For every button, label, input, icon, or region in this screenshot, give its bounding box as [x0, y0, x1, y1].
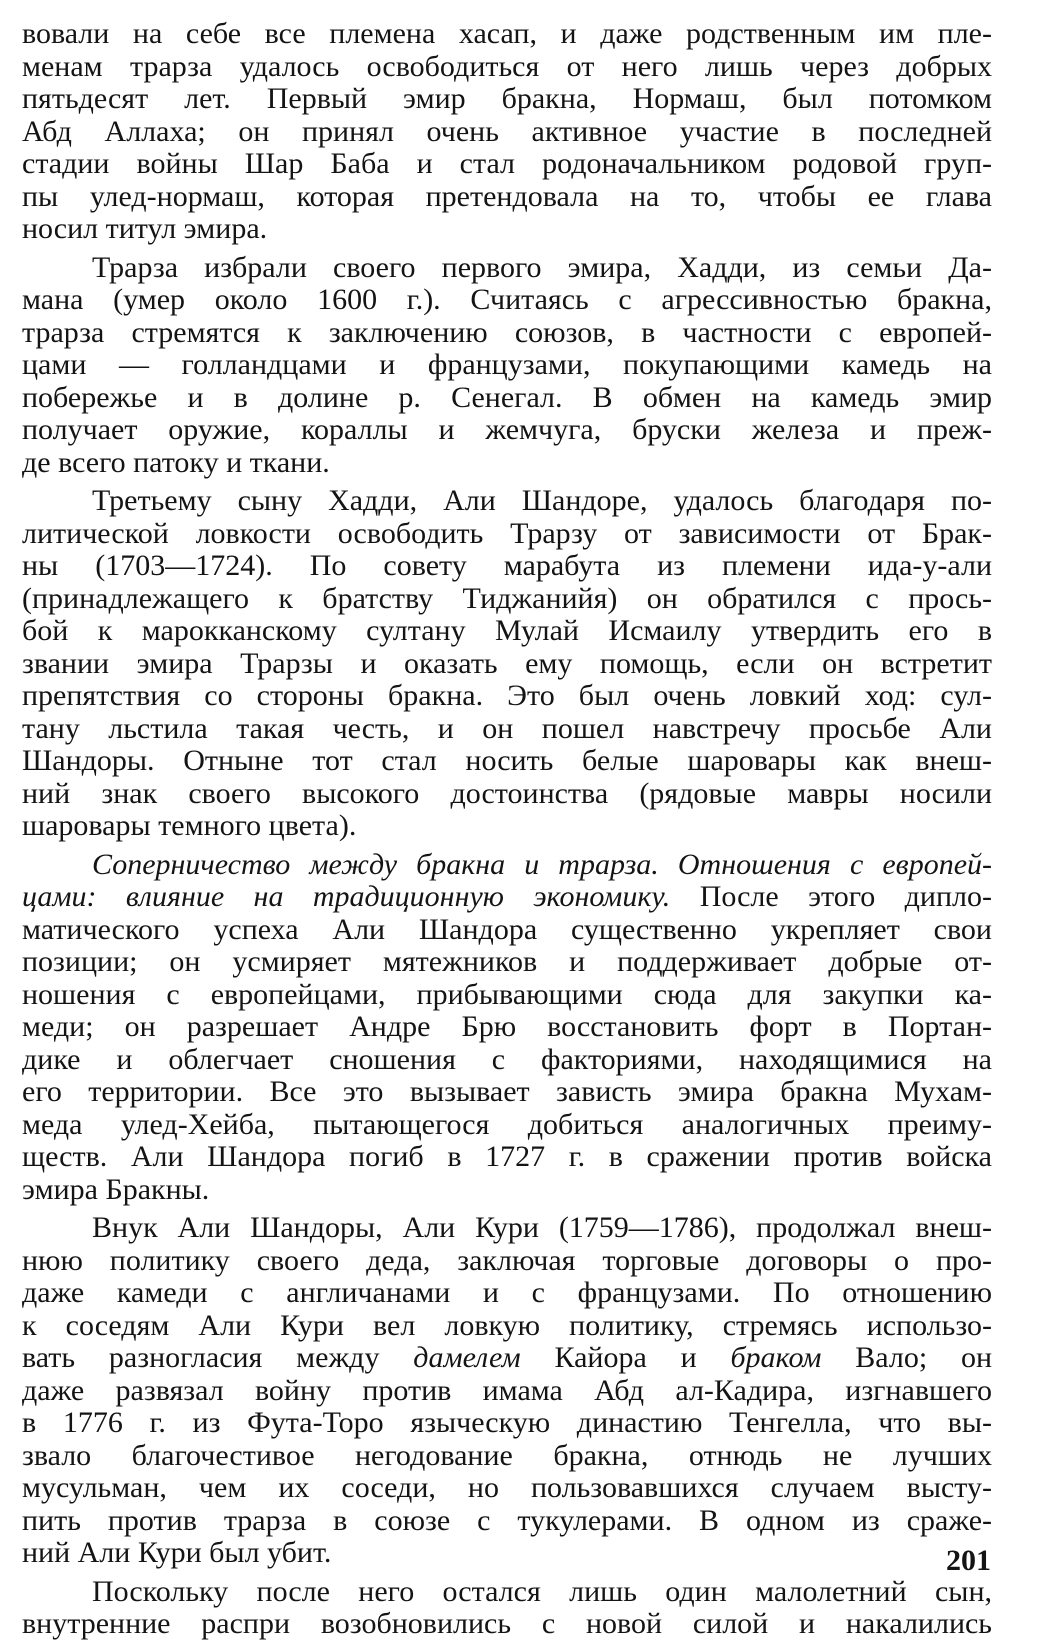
text-line: тану льстила такая честь, и он пошел навстречу просьбе Али	[22, 711, 992, 745]
paragraph-4	[22, 849, 992, 1207]
text-line: нюю политику своего деда, заключая торговые договоры о про-	[22, 1243, 992, 1277]
text-line: меди; он разрешает Андре Брю восстановить форт в Портан-	[22, 1010, 992, 1043]
text-line	[22, 1342, 992, 1375]
text-line: его территории. Все это вызывает зависть эмира бракна Мухам-	[22, 1075, 992, 1108]
paragraph-1	[22, 18, 992, 246]
text-line: менам трарза удалось освободиться от него лишь через добрых	[22, 49, 992, 83]
text-line: шаровары темного цвета).	[22, 809, 357, 842]
text-line: бой к марокканскому султану Мулай Исмаилу утвердить его в	[22, 614, 992, 647]
text-line: препятствия со стороны бракна. Это был очень ловкий ход: сул-	[22, 679, 992, 712]
text-line: внутренние распри возобновились с новой силой и накалились	[22, 1607, 992, 1640]
text-line: вовали на себе все племена хасап, и даже родственным им пле-	[22, 17, 992, 50]
document-page	[22, 17, 993, 1640]
text-line: Поскольку после него остался лишь один малолетний сын,	[92, 1574, 992, 1608]
text-line: даже камеди с англичанами и с французами. По отношению	[22, 1276, 992, 1309]
text-line: ношения с европейцами, прибывающими сюда для закупки ка-	[22, 977, 992, 1011]
text-segment: После этого дипло-	[699, 880, 993, 913]
text-line: (принадлежащего к братству Тиджанийя) он обратился с прось-	[22, 581, 992, 615]
text-line: Шандоры. Отныне тот стал носить белые шаровары как внеш-	[22, 744, 992, 777]
text-segment: Вало; он	[821, 1341, 993, 1374]
text-line: ний знак своего высокого достоинства (рядовые мавры носили	[22, 776, 992, 810]
text-line: литической ловкости освободить Трарзу от зависимости от Брак-	[22, 516, 992, 550]
text-line: ний Али Кури был убит.	[22, 1536, 332, 1569]
italic-term: дамелем	[413, 1341, 521, 1374]
text-line: получает оружие, кораллы и жемчуга, бруски железа и преж-	[22, 413, 992, 446]
text-line: даже развязал войну против имама Абд ал-Кадира, изгнавшего	[22, 1373, 992, 1407]
text-line: побережье и в долине р. Сенегал. В обмен на камедь эмир	[22, 380, 992, 414]
text-line: в 1776 г. из Фута-Торо языческую династию Тенгелла, что вы-	[22, 1406, 992, 1439]
text-line: де всего патоку и ткани.	[22, 445, 330, 479]
text-line: Трарза избрали своего первого эмира, Хадди, из семьи Да-	[92, 250, 992, 284]
text-line: меда улед-Хейба, пытающегося добиться аналогичных преиму-	[22, 1107, 992, 1141]
text-line: ществ. Али Шандора погиб в 1727 г. в сражении против войска	[22, 1140, 992, 1173]
paragraph-2	[22, 252, 992, 480]
text-line: мана (умер около 1600 г.). Считаясь с агрессивностью бракна,	[22, 283, 992, 316]
section-heading: цами: влияние на традиционную экономику.	[22, 880, 671, 913]
text-line: ны (1703—1724). По совету марабута из племени ида-у-али	[22, 549, 992, 582]
page-number: 201	[946, 1544, 991, 1577]
text-line: дике и облегчает сношения с факториями, находящимися на	[22, 1042, 992, 1076]
text-line: Абд Аллаха; он принял очень активное участие в последней	[22, 114, 992, 148]
text-line: пы улед-нормаш, которая претендовала на то, чтобы ее глава	[22, 179, 992, 213]
text-segment: Кайора и	[520, 1341, 731, 1374]
text-line: цами — голландцами и французами, покупающими камедь на	[22, 348, 992, 381]
text-line	[22, 881, 992, 914]
text-line: звало благочестивое негодование бракна, отнюдь не лучших	[22, 1438, 992, 1472]
section-heading: Соперничество между бракна и трарза. Отношения с европей-	[92, 847, 992, 881]
text-segment: вать разногласия между	[22, 1341, 414, 1374]
text-line: матического успеха Али Шандора существенно укрепляет свои	[22, 912, 992, 946]
text-line: носил титул эмира.	[22, 212, 268, 245]
text-line: пить против трарза в союзе с тукулерами. В одном из сраже-	[22, 1503, 992, 1537]
paragraph-6	[22, 1576, 992, 1641]
text-line: стадии войны Шар Баба и стал родоначальником родовой груп-	[22, 147, 992, 180]
text-line: звании эмира Трарзы и оказать ему помощь, если он встретит	[22, 646, 992, 680]
paragraph-3	[22, 485, 992, 843]
text-line: Внук Али Шандоры, Али Кури (1759—1786), продолжал внеш-	[92, 1211, 992, 1244]
text-line: позиции; он усмиряет мятежников и поддерживает добрые от-	[22, 945, 992, 978]
text-line: трарза стремятся к заключению союзов, в частности с европей-	[22, 315, 992, 349]
paragraph-5	[22, 1212, 992, 1570]
text-line: пятьдесят лет. Первый эмир бракна, Нормаш, был потомком	[22, 82, 992, 115]
text-line: эмира Бракны.	[22, 1172, 210, 1206]
text-line: Третьему сыну Хадди, Али Шандоре, удалось благодаря по-	[92, 484, 992, 517]
italic-term: браком	[730, 1341, 822, 1374]
text-line: к соседям Али Кури вел ловкую политику, стремясь использо-	[22, 1308, 992, 1342]
text-line: мусульман, чем их соседи, но пользовавшихся случаем высту-	[22, 1471, 992, 1504]
